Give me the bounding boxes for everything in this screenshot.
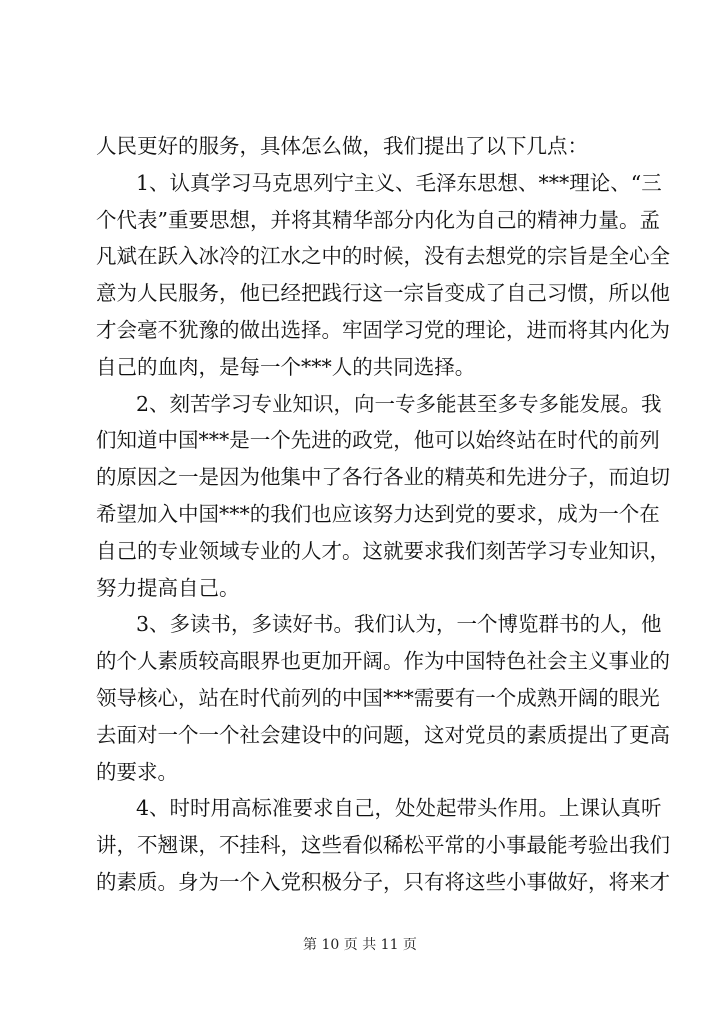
text-line: 们知道中国***是一个先进的政党，他可以始终站在时代的前列 xyxy=(96,428,660,453)
text-line: 4、时时用高标准要求自己，处处起带头作用。上课认真听 xyxy=(136,796,662,821)
text-line: 讲，不翘课，不挂科，这些看似稀松平常的小事最能考验出我们 xyxy=(96,833,670,858)
text-line: 凡斌在跃入冰冷的江水之中的时候，没有去想党的宗旨是全心全 xyxy=(96,244,670,269)
text-line: 3、多读书，多读好书。我们认为，一个博览群书的人，他 xyxy=(136,612,662,637)
page-footer xyxy=(0,934,720,954)
text-line: 领导核心，站在时代前列的中国***需要有一个成熟开阔的眼光 xyxy=(96,685,660,710)
text-line: 意为人民服务，他已经把践行这一宗旨变成了自己习惯，所以他 xyxy=(96,281,670,306)
text-line: 才会毫不犹豫的做出选择。牢固学习党的理论，进而将其内化为 xyxy=(96,317,670,342)
text-line: 的个人素质较高眼界也更加开阔。作为中国特色社会主义事业的 xyxy=(96,649,670,674)
text-line: 的要求。 xyxy=(96,759,178,784)
text-line: 的原因之一是因为他集中了各行各业的精英和先进分子，而迫切 xyxy=(96,465,670,490)
text-line: 2、刻苦学习专业知识，向一专多能甚至多专多能发展。我 xyxy=(136,391,662,416)
text-line: 希望加入中国***的我们也应该努力达到党的要求，成为一个在 xyxy=(96,501,660,526)
text-line: 的素质。身为一个入党积极分子，只有将这些小事做好，将来才 xyxy=(96,869,670,894)
text-line: 自己的专业领域专业的人才。这就要求我们刻苦学习专业知识， xyxy=(96,538,670,563)
text-line: 人民更好的服务，具体怎么做，我们提出了以下几点： xyxy=(96,134,588,158)
text-line: 去面对一个一个社会建设中的问题，这对党员的素质提出了更高 xyxy=(96,722,670,747)
text-line: 个代表”重要思想，并将其精华部分内化为自己的精神力量。孟 xyxy=(96,207,660,232)
text-line: 1、认真学习马克思列宁主义、毛泽东思想、***理论、“三 xyxy=(136,170,662,195)
body-text xyxy=(96,128,670,901)
text-line: 努力提高自己。 xyxy=(96,575,240,600)
page-number: 第 10 页 共 11 页 xyxy=(303,937,417,953)
text-line: 自己的血肉，是每一个***人的共同选择。 xyxy=(96,354,476,379)
